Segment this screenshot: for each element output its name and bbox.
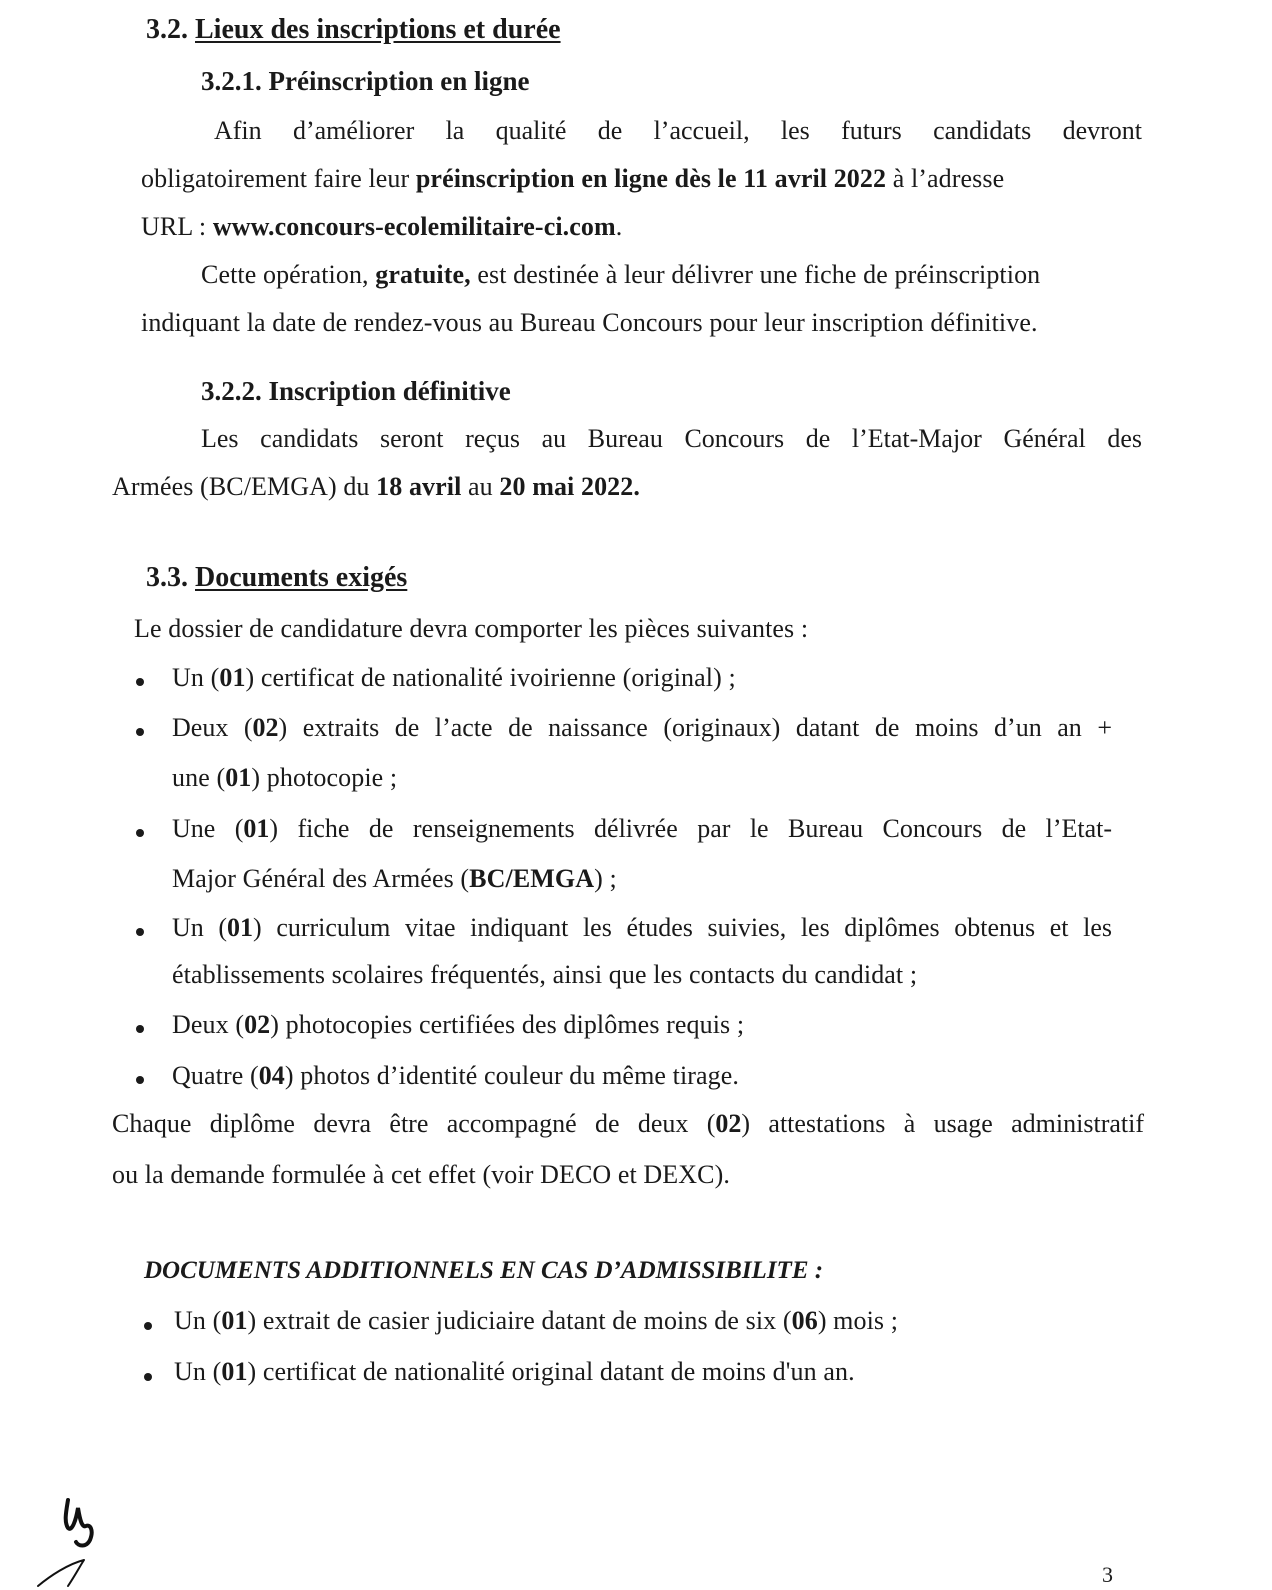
bold-phrase: préinscription en ligne dès le 11 avril 2022 <box>415 164 887 193</box>
bullet-icon <box>136 728 144 736</box>
subsection-3-2-1-heading: 3.2.1. Préinscription en ligne <box>201 66 530 96</box>
list-intro: Le dossier de candidature devra comporter les pièces suivantes : <box>134 614 809 643</box>
list-item: Un (01) curriculum vitae indiquant les études suivies, les diplômes obtenus et les <box>172 913 1112 942</box>
list-item-continuation: une (01) photocopie ; <box>172 763 398 792</box>
paragraph-line: ou la demande formulée à cet effet (voir DECO et DEXC). <box>112 1160 730 1189</box>
bold-date: 20 mai 2022. <box>499 472 640 501</box>
bold-word: gratuite, <box>375 260 471 289</box>
bullet-icon <box>144 1373 152 1381</box>
paragraph-line: Chaque diplôme devra être accompagné de deux (02) attestations à usage administratif <box>112 1109 1145 1138</box>
bullet-icon <box>136 1076 144 1084</box>
section-number: 3.2. <box>146 14 188 45</box>
bullet-icon <box>144 1322 152 1330</box>
bold-date: 18 avril <box>376 472 462 501</box>
additional-documents-heading: DOCUMENTS ADDITIONNELS EN CAS D’ADMISSIBILITE : <box>144 1257 824 1284</box>
list-item: Une (01) fiche de renseignements délivrée par le Bureau Concours de l’Etat- <box>172 814 1113 843</box>
bullet-icon <box>136 678 144 686</box>
website-url: www.concours-ecolemilitaire-ci.com <box>212 212 616 241</box>
paragraph-line: obligatoirement faire leur préinscription en ligne dès le 11 avril 2022 à l’adresse <box>141 164 1005 193</box>
list-item-continuation: Major Général des Armées (BC/EMGA) ; <box>172 864 617 893</box>
bullet-icon <box>136 1025 144 1033</box>
list-item: Un (01) certificat de nationalité ivoirienne (original) ; <box>172 663 736 692</box>
bullet-icon <box>136 829 144 837</box>
list-item: Deux (02) extraits de l’acte de naissance (originaux) datant de moins d’un an + <box>172 713 1112 742</box>
paragraph-line: Cette opération, gratuite, est destinée à leur délivrer une fiche de préinscription <box>201 260 1041 289</box>
section-title: Documents exigés <box>195 562 408 593</box>
paragraph-line: Afin d’améliorer la qualité de l’accueil, les futurs candidats devront <box>214 116 1142 145</box>
list-item: Deux (02) photocopies certifiées des diplômes requis ; <box>172 1010 745 1039</box>
list-item: Quatre (04) photos d’identité couleur du même tirage. <box>172 1061 740 1090</box>
paragraph-line: Les candidats seront reçus au Bureau Concours de l’Etat-Major Général des <box>201 424 1142 453</box>
section-title: Lieux des inscriptions et durée <box>195 14 561 45</box>
paragraph-line: indiquant la date de rendez-vous au Bureau Concours pour leur inscription définitive. <box>141 308 1038 337</box>
bullet-icon <box>136 928 144 936</box>
section-3-3-heading <box>146 562 407 594</box>
section-number: 3.3. <box>146 562 188 593</box>
list-item: Un (01) certificat de nationalité original datant de moins d'un an. <box>174 1357 855 1386</box>
page-number: 3 <box>1102 1562 1113 1587</box>
paragraph-line: Armées (BC/EMGA) du 18 avril au 20 mai 2022. <box>112 472 640 501</box>
subsection-3-2-2-heading: 3.2.2. Inscription définitive <box>201 376 511 406</box>
paragraph-line: URL : www.concours-ecolemilitaire-ci.com. <box>141 212 623 241</box>
handwritten-initials <box>28 1490 118 1590</box>
list-item-continuation: établissements scolaires fréquentés, ainsi que les contacts du candidat ; <box>172 960 918 989</box>
list-item: Un (01) extrait de casier judiciaire datant de moins de six (06) mois ; <box>174 1306 899 1335</box>
section-3-2-heading <box>146 14 561 46</box>
